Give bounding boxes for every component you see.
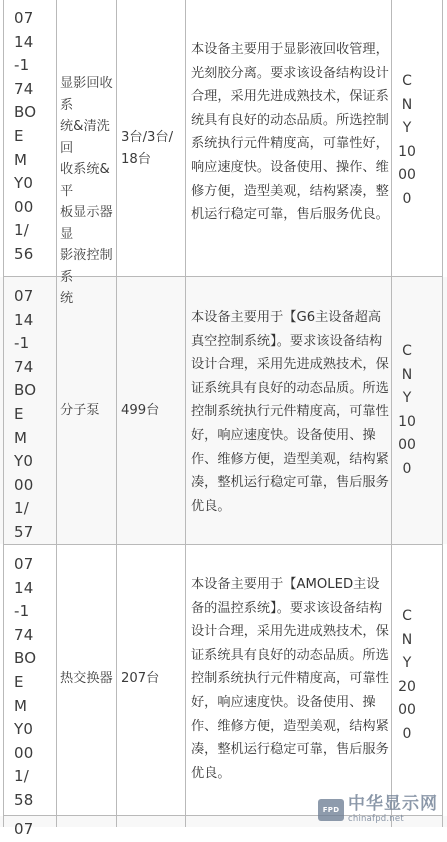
item-description-cell: 本设备主要用于【AMOLED主设备的温控系统】。要求该设备结构设计合理，采用先进成熟技术，保证系统具有良好的动态品质。所选控制系统执行元件精度高，可靠性好，响应速度快。设备使用、操作、维修方便，造型美观，结构紧凑，整机运行稳定可靠，售后服务优良。	[191, 577, 389, 781]
item-code-cell: 07	[14, 820, 34, 838]
item-description-cell: 本设备主要用于【G6主设备超高真空控制系统】。要求该设备结构设计合理，采用先进成熟技术，保证系统具有良好的动态品质。所选控制系统执行元件精度高，可靠性好，响应速度快。设备使用、操作、维修方便，造型美观，结构紧凑，整机运行稳定可靠，售后服务优良。	[191, 310, 389, 514]
item-quantity-cell: 3台/3台/ 18台	[121, 130, 174, 167]
item-price-cell: C N Y 10 00 0	[398, 73, 416, 207]
item-name-cell: 显影回收系 统&清洗回 收系统&平 板显示器显 影液控制系 统	[60, 76, 113, 306]
item-name-cell: 热交换器	[60, 671, 113, 686]
watermark-name: 中华显示网	[348, 794, 438, 815]
item-quantity-cell: 207台	[121, 671, 160, 686]
column-divider	[391, 0, 392, 827]
item-name-cell: 分子泵	[60, 403, 100, 418]
row-divider	[3, 544, 443, 545]
column-divider	[442, 0, 443, 827]
item-quantity-cell: 499台	[121, 403, 160, 418]
watermark-text	[348, 796, 438, 824]
column-divider	[56, 0, 57, 827]
item-price-cell: C N Y 20 00 0	[398, 608, 416, 742]
column-divider	[185, 0, 186, 827]
item-code-cell: 07 14 -1 74 BO E M Y0 00 1/ 57	[14, 287, 37, 541]
fpd-logo-icon: FPD	[318, 799, 344, 821]
item-description-cell: 本设备主要用于显影液回收管理，光刻胶分离。要求该设备结构设计合理，采用先进成熟技术，保证系统具有良好的动态品质。所选控制系统执行元件精度高，可靠性好，响应速度快。设备使用、操作、维修方便，造型美观，结构紧凑，整机运行稳定可靠，售后服务优良。	[191, 42, 389, 223]
item-price-cell: C N Y 10 00 0	[398, 343, 416, 477]
watermark-url: chinafpd.net	[348, 814, 404, 825]
column-divider	[116, 0, 117, 827]
item-code-cell: 07 14 -1 74 BO E M Y0 00 1/ 56	[14, 9, 37, 263]
item-code-cell: 07 14 -1 74 BO E M Y0 00 1/ 58	[14, 555, 37, 809]
site-watermark	[318, 796, 444, 824]
column-divider	[3, 0, 4, 827]
